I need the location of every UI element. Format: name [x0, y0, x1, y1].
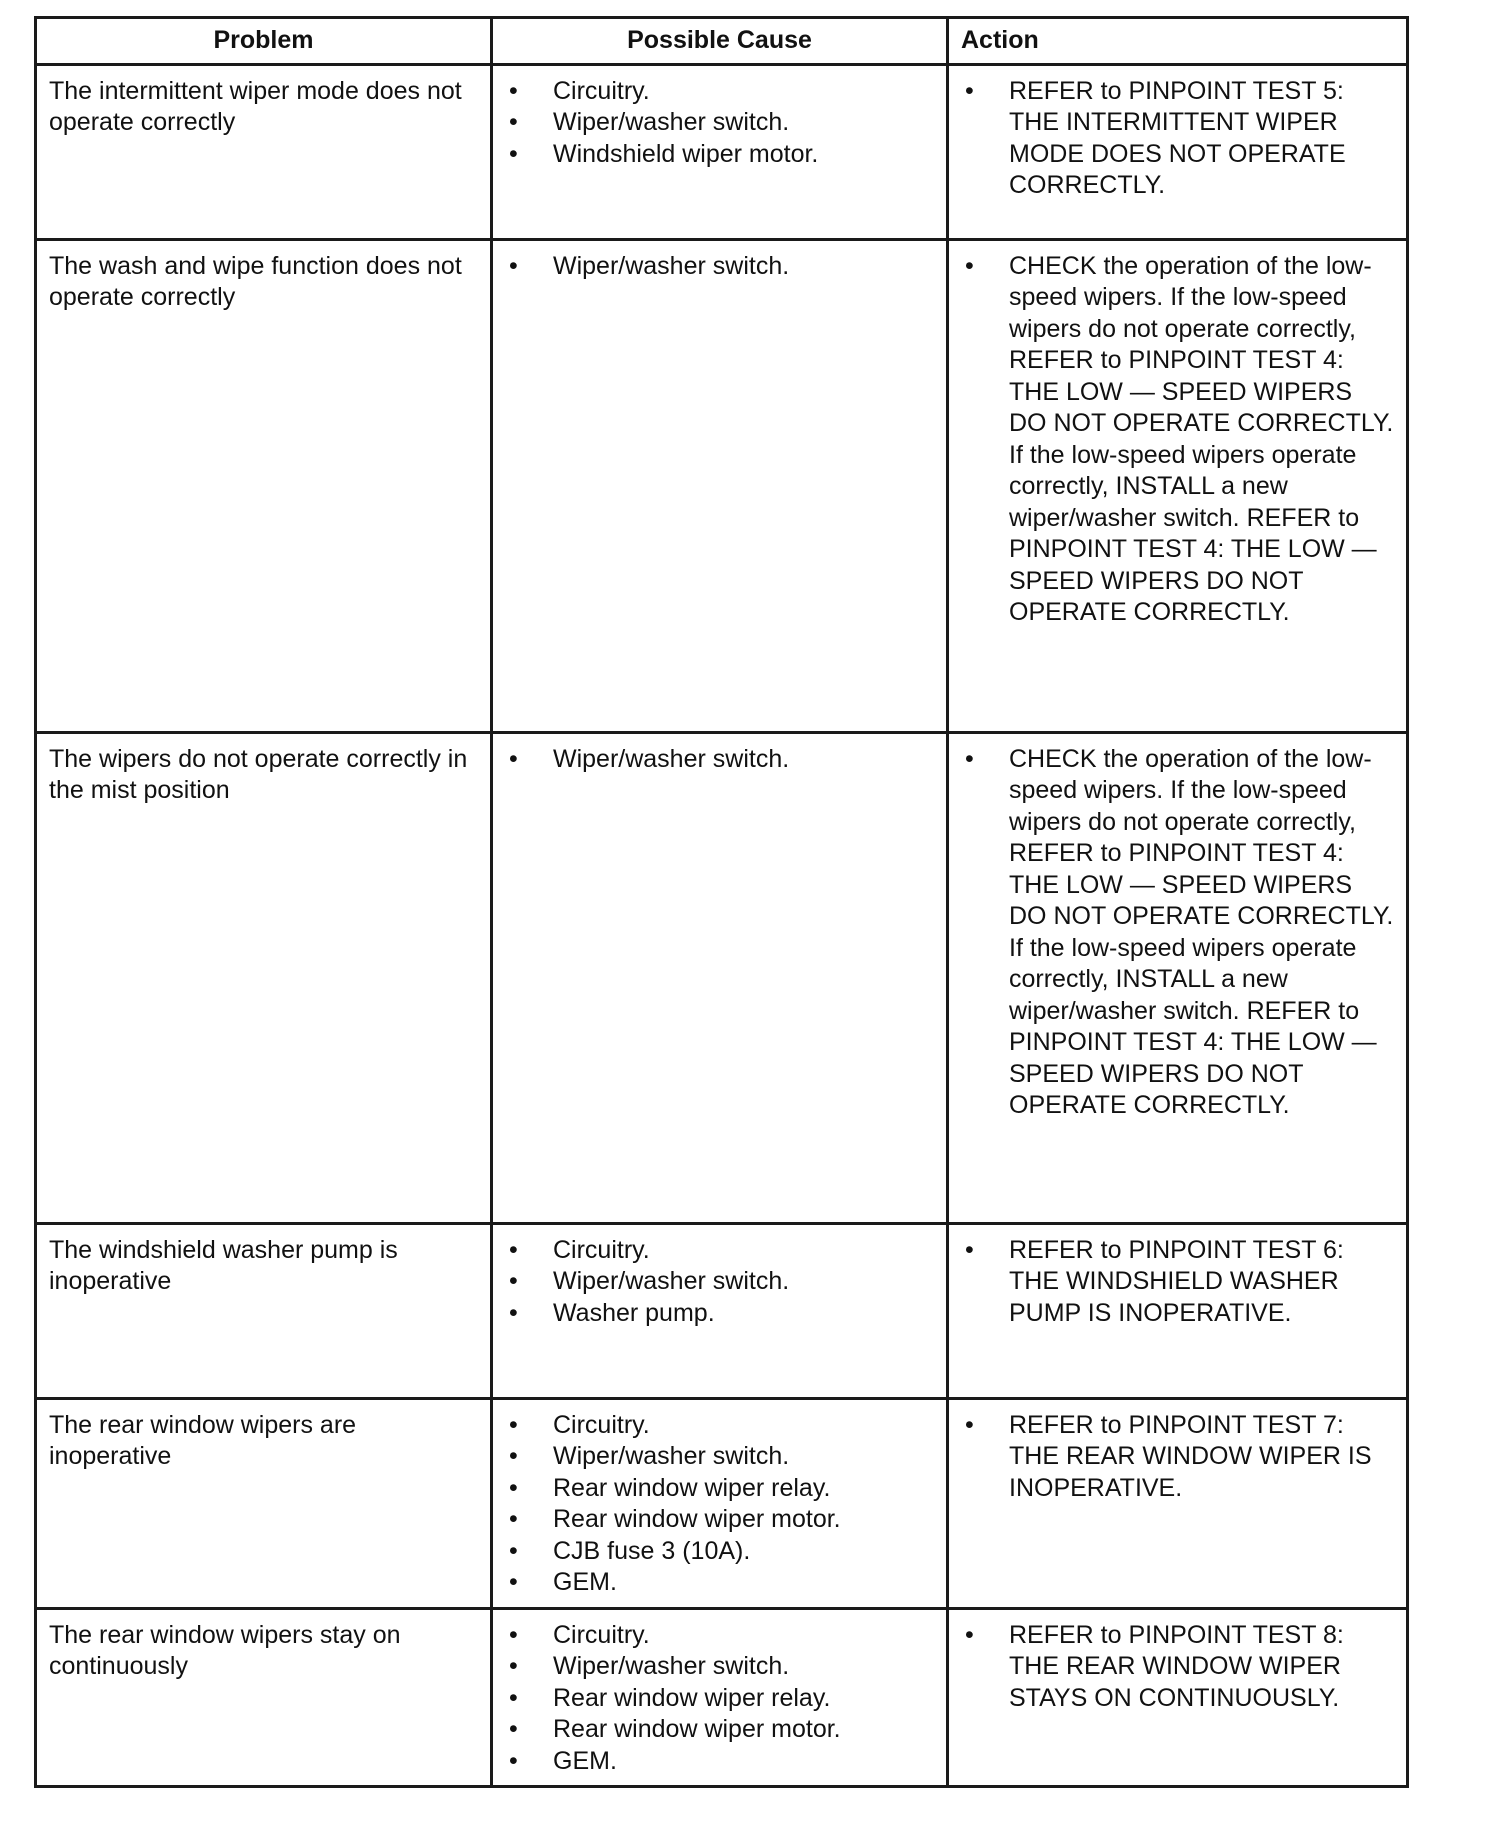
table-row	[36, 1398, 1408, 1608]
action-cell	[948, 64, 1408, 239]
action-cell	[948, 239, 1408, 732]
action-cell	[948, 732, 1408, 1223]
cause-item: • Wiper/washer switch.	[505, 1266, 934, 1298]
action-paragraph: • CHECK the operation of the low-speed wipers. If the low-speed wipers do not operate correctly, REFER to PINPOINT TEST 4: THE LOW — SPEED WIPERS DO NOT OPERATE CORRECTLY.	[1009, 744, 1394, 930]
action-paragraph: If the low-speed wipers operate correctly, INSTALL a new wiper/washer switch. REFER to PINPOINT TEST 4: THE LOW — SPEED WIPERS DO NOT OPERATE CORRECTLY.	[1009, 933, 1377, 1119]
cause-cell	[492, 1608, 948, 1787]
problem-cell: The wash and wipe function does not operate correctly	[36, 239, 492, 732]
table-row	[36, 732, 1408, 1223]
table-row	[36, 1223, 1408, 1398]
cause-item: • Wiper/washer switch.	[505, 1441, 934, 1473]
cause-item: • Rear window wiper relay.	[505, 1683, 934, 1715]
cause-item: • Rear window wiper motor.	[505, 1504, 934, 1536]
action-item: • REFER to PINPOINT TEST 8: THE REAR WINDOW WIPER STAYS ON CONTINUOUSLY.	[961, 1620, 1394, 1715]
header-problem: Problem	[36, 18, 492, 65]
cause-item: • Circuitry.	[505, 76, 934, 108]
action-cell	[948, 1223, 1408, 1398]
cause-item: • Rear window wiper motor.	[505, 1714, 934, 1746]
action-item: • REFER to PINPOINT TEST 5: THE INTERMITTENT WIPER MODE DOES NOT OPERATE CORRECTLY.	[961, 76, 1394, 202]
problem-cell: The rear window wipers are inoperative	[36, 1398, 492, 1608]
header-action: Action	[948, 18, 1408, 65]
cause-cell	[492, 64, 948, 239]
table-row	[36, 64, 1408, 239]
action-item: • REFER to PINPOINT TEST 7: THE REAR WINDOW WIPER IS INOPERATIVE.	[961, 1410, 1394, 1505]
cause-item: • Washer pump.	[505, 1298, 934, 1330]
problem-cell: The wipers do not operate correctly in the mist position	[36, 732, 492, 1223]
cause-item: • Circuitry.	[505, 1410, 934, 1442]
table-row	[36, 239, 1408, 732]
cause-item: • Wiper/washer switch.	[505, 107, 934, 139]
table-header-row	[36, 18, 1408, 65]
action-item	[961, 744, 1394, 1122]
cause-item: • CJB fuse 3 (10A).	[505, 1536, 934, 1568]
cause-item: • GEM.	[505, 1746, 934, 1778]
cause-cell	[492, 1398, 948, 1608]
cause-item: • Windshield wiper motor.	[505, 139, 934, 171]
symptom-chart-table	[34, 16, 1409, 1788]
action-item	[961, 251, 1394, 629]
action-cell	[948, 1398, 1408, 1608]
cause-item: • Circuitry.	[505, 1235, 934, 1267]
action-paragraph: If the low-speed wipers operate correctly, INSTALL a new wiper/washer switch. REFER to PINPOINT TEST 4: THE LOW — SPEED WIPERS DO NOT OPERATE CORRECTLY.	[1009, 440, 1377, 626]
cause-cell	[492, 732, 948, 1223]
cause-item: • Circuitry.	[505, 1620, 934, 1652]
header-possible-cause: Possible Cause	[492, 18, 948, 65]
cause-item: • Wiper/washer switch.	[505, 744, 934, 776]
action-item: • REFER to PINPOINT TEST 6: THE WINDSHIELD WASHER PUMP IS INOPERATIVE.	[961, 1235, 1394, 1330]
diagnostic-table-sheet	[34, 16, 1406, 1788]
cause-item: • Wiper/washer switch.	[505, 1651, 934, 1683]
cause-cell	[492, 1223, 948, 1398]
table-row	[36, 1608, 1408, 1787]
cause-item: • GEM.	[505, 1567, 934, 1599]
cause-cell	[492, 239, 948, 732]
action-paragraph: • CHECK the operation of the low-speed wipers. If the low-speed wipers do not operate correctly, REFER to PINPOINT TEST 4: THE LOW — SPEED WIPERS DO NOT OPERATE CORRECTLY.	[1009, 251, 1394, 437]
cause-item: • Rear window wiper relay.	[505, 1473, 934, 1505]
cause-item: • Wiper/washer switch.	[505, 251, 934, 283]
action-cell	[948, 1608, 1408, 1787]
problem-cell: The windshield washer pump is inoperative	[36, 1223, 492, 1398]
problem-cell: The intermittent wiper mode does not operate correctly	[36, 64, 492, 239]
problem-cell: The rear window wipers stay on continuously	[36, 1608, 492, 1787]
